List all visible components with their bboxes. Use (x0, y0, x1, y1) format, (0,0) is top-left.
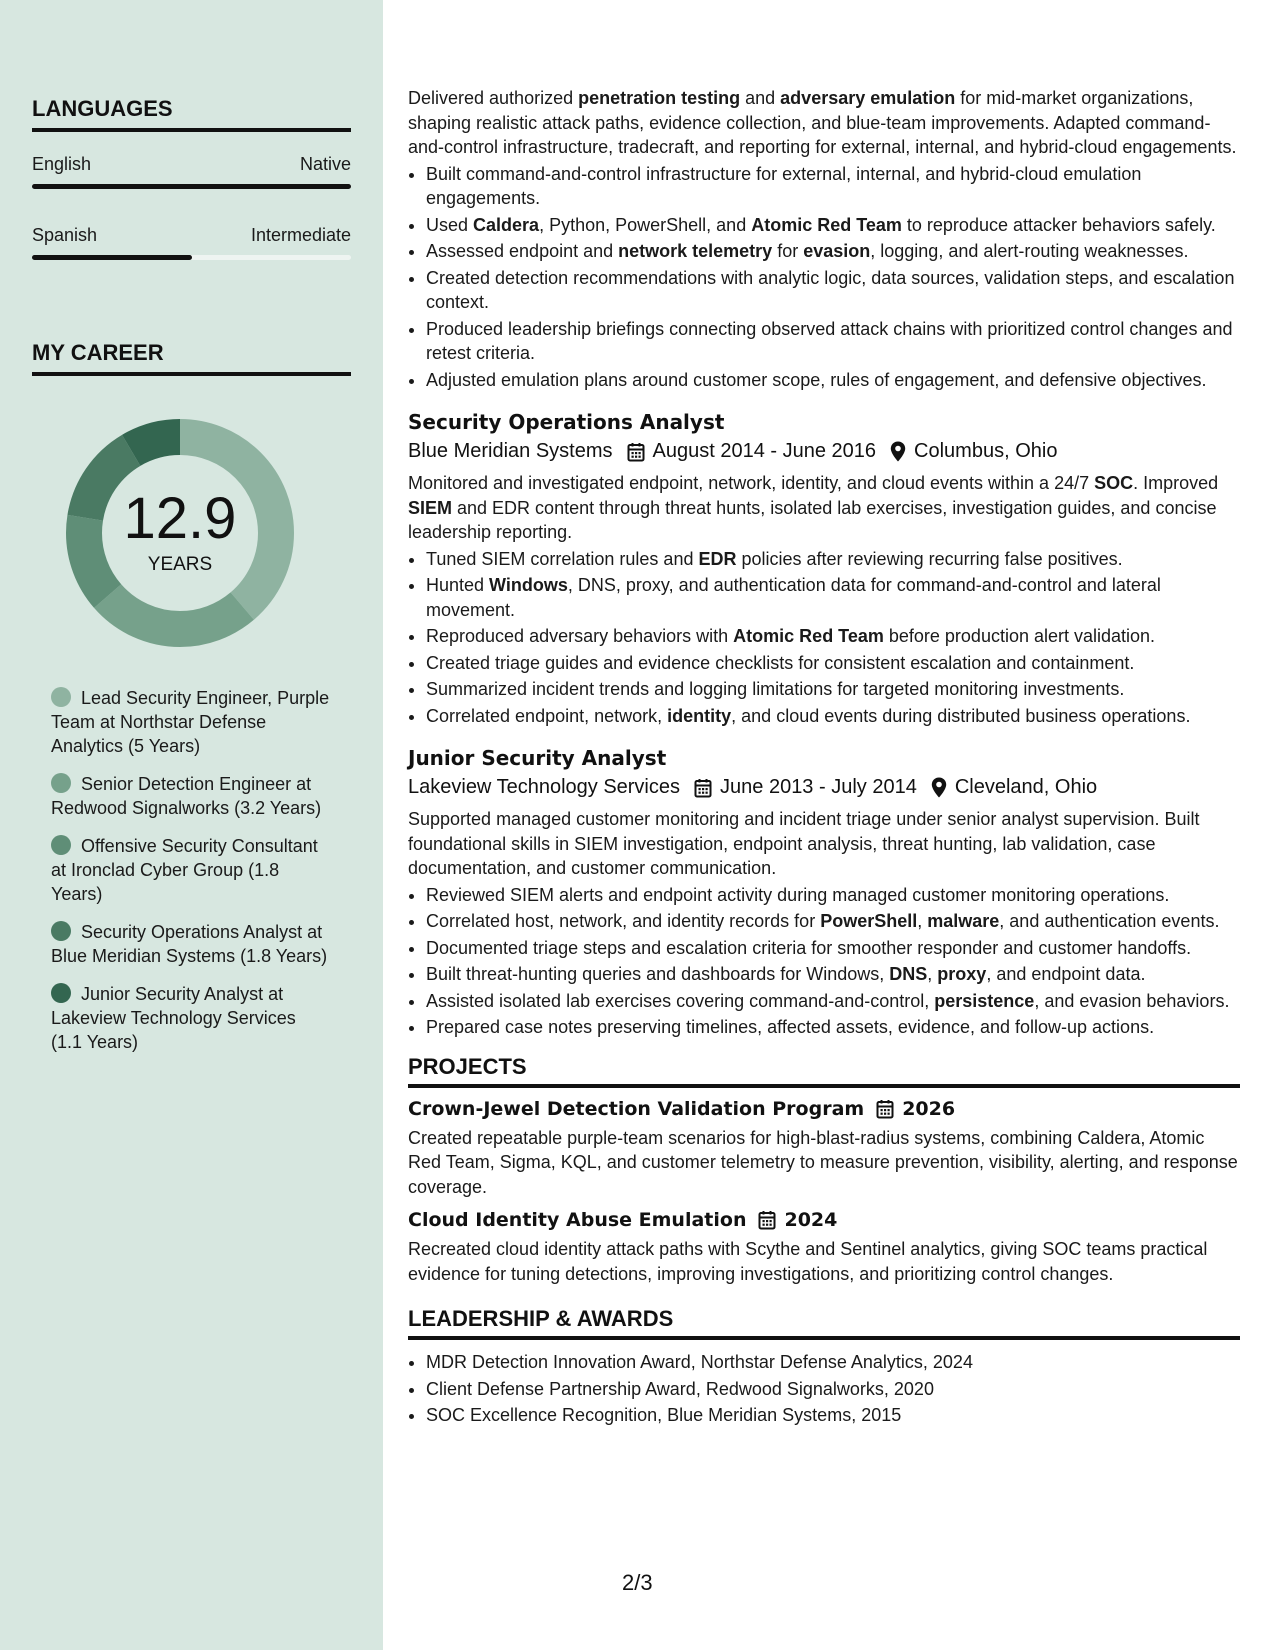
bold-text: EDR (698, 548, 737, 569)
project-header (408, 1209, 1240, 1231)
bullet-item (426, 368, 1240, 393)
text-segment: Assisted isolated lab exercises covering command-and-control, (426, 990, 935, 1011)
language-row (32, 225, 351, 246)
career-total-unit: YEARS (147, 554, 213, 575)
text-segment: Correlated endpoint, network, (426, 705, 668, 726)
bullet-item (426, 883, 1240, 908)
page-number: 2/3 (622, 1570, 653, 1595)
bullet-item (426, 162, 1240, 211)
bullet-item (426, 962, 1240, 987)
languages-heading: LANGUAGES (32, 96, 351, 132)
text-segment: , Python, PowerShell, and (539, 214, 752, 235)
text-segment: to reproduce attacker behaviors safely. (901, 214, 1216, 235)
project-entry (408, 1209, 1240, 1286)
location-pin-icon (890, 441, 906, 462)
intro-role (408, 86, 1240, 392)
text-segment: , DNS, proxy, and authentication data for command-and-control and lateral movement. (426, 575, 1161, 620)
text-segment: , and cloud events during distributed business operations. (731, 705, 1191, 726)
career-total-years: 12.9 (123, 486, 237, 551)
calendar-icon (627, 442, 645, 462)
bold-text: adversary emulation (780, 88, 956, 108)
text-segment: Used (426, 214, 474, 235)
bullet-item (426, 317, 1240, 366)
jobs-list (408, 410, 1240, 1040)
language-name: English (32, 154, 92, 174)
bullet-item (426, 624, 1240, 649)
job-location: Cleveland, Ohio (954, 776, 1098, 798)
project-description: Created repeatable purple-team scenarios for high-blast-radius systems, combining Caldera, Atomic Red Team, Sigma, KQL, and customer telemetry to measure prevention, visibility, alerting, and response coverage. (408, 1127, 1238, 1197)
bold-text: SIEM (408, 497, 453, 518)
bold-text: DNS (889, 964, 928, 984)
bold-text: Windows (489, 575, 568, 595)
job-entry (408, 410, 1240, 728)
bullet-item (426, 266, 1240, 315)
legend-dot (51, 983, 71, 1003)
career-heading: MY CAREER (32, 340, 351, 376)
project-description: Recreated cloud identity attack paths with Scythe and Sentinel analytics, giving SOC teams practical evidence for tuning detections, improving investigations, and prioritizing control changes. (408, 1239, 1208, 1284)
text-segment: Created triage guides and evidence checklists for consistent escalation and containment. (426, 652, 1135, 673)
project-title: Crown-Jewel Detection Validation Program (408, 1097, 865, 1120)
text-segment: Correlated host, network, and identity records for (426, 911, 821, 931)
bullet-item (426, 677, 1240, 702)
calendar-icon (694, 778, 712, 798)
bold-text: Atomic Red Team (751, 214, 902, 235)
language-item (32, 154, 351, 189)
location-pin-icon (931, 777, 947, 798)
text-segment: , logging, and alert-routing weaknesses. (870, 241, 1189, 261)
job-company: Blue Meridian Systems (408, 440, 613, 462)
legend-dot (51, 921, 71, 941)
job-company: Lakeview Technology Services (408, 776, 681, 798)
text-segment: Adjusted emulation plans around customer scope, rules of engagement, and defensive objectives. (426, 369, 1207, 390)
text-segment: Documented triage steps and escalation criteria for smoother responder and customer handoffs. (426, 937, 1192, 958)
career-legend-item (51, 920, 331, 968)
bold-text: SOC (1094, 473, 1134, 493)
legend-dot (51, 687, 71, 707)
language-proficiency-fill (32, 255, 192, 260)
bullet-item (426, 651, 1240, 676)
career-donut-chart (65, 418, 295, 648)
career-legend-text: Security Operations Analyst at Blue Meridian Systems (1.8 Years) (51, 922, 328, 966)
bold-text: identity (667, 705, 732, 726)
project-entry (408, 1098, 1240, 1200)
text-segment: Tuned SIEM correlation rules and (426, 548, 699, 569)
text-segment: policies after reviewing recurring false positives. (736, 548, 1123, 569)
bold-text: network telemetry (618, 241, 773, 261)
job-dates: June 2013 - July 2014 (720, 776, 917, 798)
intro-bullets (408, 162, 1240, 393)
job-location: Columbus, Ohio (914, 440, 1058, 462)
calendar-icon (876, 1099, 894, 1119)
language-proficiency-bar (32, 184, 351, 189)
bold-text: malware (927, 911, 1000, 931)
language-name: Spanish (32, 225, 98, 245)
job-bullets (408, 547, 1240, 729)
calendar-icon (694, 778, 712, 798)
award-item: • MDR Detection Innovation Award, Northstar Defense Analytics, 2024 (426, 1350, 1240, 1375)
awards-list (408, 1350, 1240, 1428)
career-legend-item (51, 834, 331, 906)
text-segment: for (772, 241, 804, 261)
project-header (408, 1098, 1240, 1120)
job-summary (408, 807, 1240, 881)
award-item: • SOC Excellence Recognition, Blue Meridian Systems, 2015 (426, 1403, 1240, 1428)
text-segment: for mid-market organizations, shaping realistic attack paths, evidence collection, and blue-team improvements. Adapted command-and-control infrastructure, tradecraft, and reporting for external, internal, and hybrid-cloud engagements. (408, 88, 1237, 157)
career-legend-text: Senior Detection Engineer at Redwood Signalworks (3.2 Years) (51, 774, 322, 818)
job-meta (408, 776, 1240, 799)
calendar-icon (758, 1210, 776, 1230)
text-segment: , (917, 911, 928, 931)
projects-heading: PROJECTS (408, 1054, 1240, 1088)
projects-section (408, 1054, 1240, 1287)
text-segment: Summarized incident trends and logging limitations for targeted monitoring investments. (426, 679, 1125, 699)
career-legend-item (51, 686, 331, 758)
career-legend-item (51, 982, 331, 1054)
text-segment: Monitored and investigated endpoint, network, identity, and cloud events within a 24/7 (408, 473, 1095, 493)
award-item: • Client Defense Partnership Award, Redwood Signalworks, 2020 (426, 1377, 1240, 1402)
project-year: 2024 (784, 1209, 838, 1231)
text-segment: before production alert validation. (883, 626, 1156, 646)
legend-dot (51, 773, 71, 793)
job-bullets (408, 883, 1240, 1040)
calendar-icon (627, 442, 645, 462)
text-segment: Reproduced adversary behaviors with (426, 626, 734, 646)
text-segment: , (927, 964, 938, 984)
text-segment: , and evasion behaviors. (1034, 990, 1230, 1011)
language-proficiency-bar (32, 255, 351, 260)
language-level: Native (299, 154, 351, 174)
career-legend-text: Junior Security Analyst at Lakeview Technology Services (1.1 Years) (51, 984, 296, 1052)
bold-text: PowerShell (820, 911, 918, 931)
bold-text: proxy (937, 964, 987, 984)
intro-summary (408, 86, 1240, 160)
location-pin-icon (890, 441, 906, 462)
projects-list (408, 1098, 1240, 1287)
calendar-icon (876, 1099, 894, 1119)
bullet-item (426, 239, 1240, 264)
bullet-item (426, 213, 1240, 238)
bold-text: penetration testing (578, 88, 741, 108)
text-segment: Assessed endpoint and (426, 241, 619, 261)
bullet-item (426, 909, 1240, 934)
text-segment: Supported managed customer monitoring and incident triage under senior analyst supervision. Built foundational skills in SIEM investigation, endpoint analysis, threat hunting, lab validation, case documentation, and customer communication. (408, 809, 1200, 878)
project-title: Cloud Identity Abuse Emulation (408, 1209, 747, 1231)
text-segment: , and authentication events. (999, 911, 1220, 931)
donut-center (65, 418, 295, 648)
location-pin-icon (931, 777, 947, 798)
job-dates: August 2014 - June 2016 (652, 440, 877, 462)
bullet-item (426, 936, 1240, 961)
awards-heading: LEADERSHIP & AWARDS (408, 1306, 1240, 1340)
bullet-item (426, 989, 1240, 1014)
bullet-item (426, 573, 1240, 622)
bold-text: persistence (934, 990, 1035, 1011)
job-summary (408, 471, 1240, 545)
career-legend-text: Lead Security Engineer, Purple Team at Northstar Defense Analytics (5 Years) (51, 688, 330, 756)
language-level: Intermediate (250, 225, 351, 245)
career-legend-text: Offensive Security Consultant at Ironclad Cyber Group (1.8 Years) (51, 836, 318, 904)
text-segment: Created detection recommendations with analytic logic, data sources, validation steps, and escalation context. (426, 267, 1235, 312)
bold-text: evasion (803, 241, 871, 261)
text-segment: Hunted (426, 575, 490, 595)
language-row (32, 154, 351, 175)
job-title: Junior Security Analyst (408, 746, 667, 770)
career-legend (51, 686, 331, 1054)
awards-section (408, 1306, 1240, 1428)
text-segment: Produced leadership briefings connecting observed attack chains with prioritized control changes and retest criteria. (426, 318, 1233, 363)
bullet-item (426, 547, 1240, 572)
job-entry (408, 746, 1240, 1040)
language-item (32, 225, 351, 260)
career-legend-item (51, 772, 331, 820)
job-meta (408, 440, 1240, 463)
text-segment: Reviewed SIEM alerts and endpoint activity during managed customer monitoring operations. (426, 884, 1170, 905)
bullet-item (426, 1015, 1240, 1040)
legend-dot (51, 835, 71, 855)
bold-text: Atomic Red Team (733, 626, 884, 646)
bullet-item (426, 704, 1240, 729)
text-segment: Delivered authorized (408, 88, 579, 108)
career-section (32, 340, 351, 1054)
job-title: Security Operations Analyst (408, 410, 725, 434)
text-segment: . Improved (1133, 473, 1219, 493)
language-proficiency-fill (32, 184, 351, 189)
languages-section (32, 96, 351, 260)
text-segment: and EDR content through threat hunts, isolated lab exercises, investigation guides, and concise leadership reporting. (408, 497, 1217, 542)
text-segment: Prepared case notes preserving timelines, affected assets, evidence, and follow-up actions. (426, 1017, 1155, 1037)
bold-text: Caldera (473, 214, 540, 235)
calendar-icon (758, 1210, 776, 1230)
text-segment: and (740, 88, 781, 108)
languages-list (32, 154, 351, 260)
text-segment: , and endpoint data. (986, 964, 1146, 984)
text-segment: Built threat-hunting queries and dashboards for Windows, (426, 964, 890, 984)
project-year: 2026 (902, 1097, 956, 1120)
sidebar (0, 0, 383, 1650)
text-segment: Built command-and-control infrastructure for external, internal, and hybrid-cloud emulation engagements. (426, 163, 1142, 208)
main-content (408, 86, 1240, 1430)
